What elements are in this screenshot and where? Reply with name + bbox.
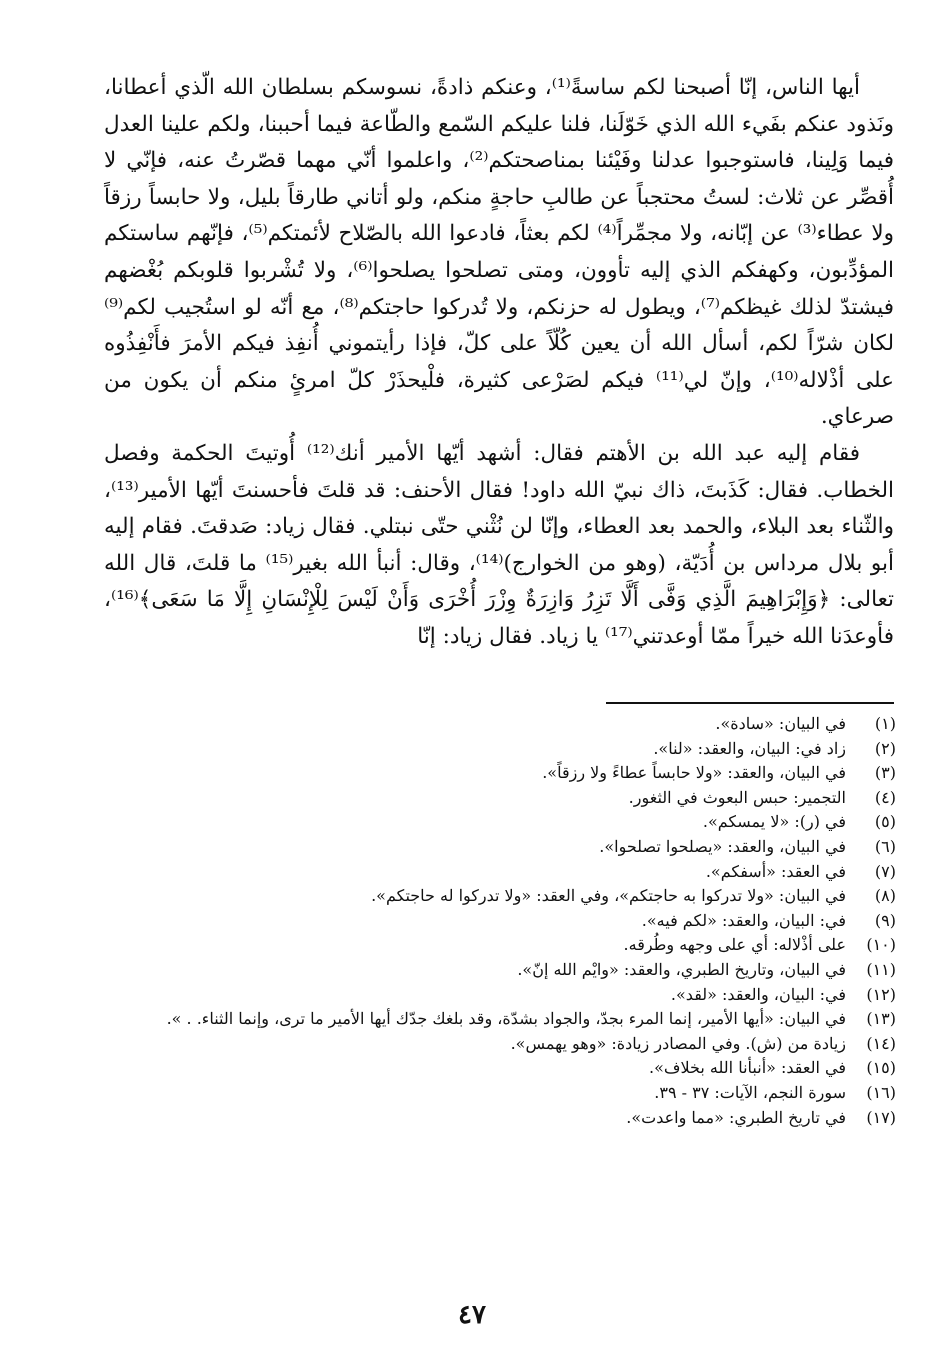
footnote [50, 958, 896, 983]
footnote [50, 1081, 896, 1106]
footnote-text: في (ر): «لا يمسكم». [702, 812, 846, 832]
footnote-text: في البيان: «سادة». [715, 714, 846, 733]
footnote-number: (٩) [874, 910, 896, 930]
footnote [50, 909, 896, 934]
footnote-text: زاد في: البيان، والعقد: «لنا». [653, 738, 846, 758]
footnote-text: سورة النجم، الآيات: ٣٧ - ٣٩. [654, 1082, 846, 1102]
footnote [50, 835, 896, 860]
footnote-number: (١٢) [866, 984, 896, 1004]
footnote-text: على أذْلاله: أي على وجهه وطُرقه. [623, 935, 846, 955]
page-number: ٤٧ [458, 1300, 486, 1330]
footnote-text: في البيان، وتاريخ الطبري، والعقد: «وايْم الله إنّ». [517, 959, 846, 979]
footnote-text: في البيان: «ولا تدركوا به حاجتكم»، وفي العقد: «ولا تدركوا له حاجتكم». [371, 886, 846, 906]
footnote-number: (٨) [874, 886, 896, 906]
footnote-number: (١١) [866, 959, 896, 979]
footnote-number: (٦) [874, 836, 896, 856]
footnote [50, 1007, 896, 1032]
footnote [50, 983, 896, 1008]
footnote-number: (١٧) [866, 1107, 896, 1127]
footnote-number: (٢) [874, 738, 896, 758]
footnote-text: في البيان: «أيها الأمير، إنما المرء بجدّ، والجواد بشدّة، وقد بلغك جدّك أيها الأمير ما ترى، وإنما الثناء. . ». [166, 1009, 846, 1029]
footnote-number: (٤) [874, 787, 896, 807]
footnote-text: التجمير: حبس البعوث في الثغور. [628, 787, 846, 807]
footnote-text: في العقد: «أسفكم». [705, 861, 846, 881]
footnote-number: (١٥) [866, 1058, 896, 1078]
footnote-number: (١) [874, 714, 896, 733]
footnotes [50, 712, 896, 1130]
footnote-number: (١٠) [866, 935, 896, 955]
footnote [50, 712, 896, 737]
footnote-number: (٥) [874, 812, 896, 832]
footnote-text: في البيان، والعقد: «ولا حابساً عطاءً ولا رزقاً». [542, 763, 846, 783]
footnote-number: (٧) [874, 861, 896, 881]
footnote [50, 860, 896, 885]
footnote-number: (١٦) [866, 1082, 896, 1102]
footnote-text: في: البيان، والعقد: «لقد». [670, 984, 846, 1004]
footnote [50, 933, 896, 958]
footnote-divider [606, 702, 894, 704]
footnote-text: زيادة من (ش). وفي المصادر زيادة: «وهو يهمس». [510, 1033, 846, 1053]
footnote [50, 884, 896, 909]
footnote-text: في تاريخ الطبري: «مما واعدت». [626, 1107, 846, 1127]
footnote [50, 1106, 896, 1131]
paragraph-responses: فقام إليه عبد الله بن الأهتم فقال: أشهد أيّها الأمير أنك⁽¹²⁾ أُوتيتَ الحكمة وفصل الخطاب. فقال: كَذَبتَ، ذاك نبيّ الله داود! فقال الأحنف: قد قلتَ فأحسنتَ أيّها الأمير⁽¹³⁾، والثّناء بعد البلاء، والحمد بعد العطاء، وإنّا لن نُثْني حتّى نبتلي. فقال زياد: صَدقتَ. فقام إليه أبو بلال مرداس بن أُدَيّة، (وهو من الخوارج)⁽¹⁴⁾، وقال: أنبأ الله بغير⁽¹⁵⁾ ما قلتَ، قال الله تعالى: ﴿وَإِبْرَاهِيمَ الَّذِي وَفَّى أَلَّا تَزِرُ وَازِرَةٌ وِزْرَ أُخْرَى وَأَنْ لَيْسَ لِلْإِنْسَانِ إِلَّا مَا سَعَى﴾⁽¹⁶⁾، فأوعدَنا الله خيراً ممّا أوعدتني⁽¹⁷⁾ يا زياد. فقال زياد: إنّا [104, 440, 894, 649]
footnote-number: (١٣) [866, 1009, 896, 1029]
footnote-text: في العقد: «أنبأنا الله بخلاف». [649, 1058, 846, 1078]
footnote [50, 786, 896, 811]
footnote-text: في البيان، والعقد: «يصلحوا تصلحوا». [599, 836, 846, 856]
footnote-number: (٣) [874, 763, 896, 783]
paragraph-speech: أيها الناس، إنّا أصبحنا لكم ساسةً⁽¹⁾، وعنكم ذادةً، نسوسكم بسلطان الله الّذي أعطانا، ونَذود عنكم بفَيء الله الذي خَوّلَنا، فلنا عليكم السّمع والطّاعة فيما أحببنا، ولكم علينا العدل فيما وَلِينا، فاستوجبوا عدلنا وفَيْئنا بمناصحتكم⁽²⁾، واعلموا أنّي مهما قصّرتُ عنه، فإنّي لا أُقصِّر عن ثلاث: لستُ محتجباً عن طالبِ حاجةٍ منكم، ولو أتاني طارقاً بليل، ولا حابساً رزقاً ولا عطاء⁽³⁾ عن إبّانه، ولا مجمِّراً⁽⁴⁾ لكم بعثاً، فادعوا الله بالصّلاح لأئمتكم⁽⁵⁾، فإنّهم ساستكم المؤدِّبون، وكهفكم الذي إليه تأوون، ومتى تصلحوا يصلحوا⁽⁶⁾، ولا تُشْربوا قلوبكم بُغْضهم فيشتدّ لذلك غيظكم⁽⁷⁾، ويطول له حزنكم، ولا تُدركوا حاجتكم⁽⁸⁾، مع أنّه لو استُجيب لكم⁽⁹⁾ لكان شرّاً لكم، أسأل الله أن يعين كُلّاً على كلّ، فإذا رأيتموني أُنفِذ فيكم الأمرَ فأَنْفِذُوه على أذْلاله⁽¹⁰⁾، وإنّ لي⁽¹¹⁾ فيكم لصَرْعى كثيرة، فلْيحذَرْ كلّ امرئٍ منكم أن يكون من صرعاي. [104, 75, 894, 430]
footnote [50, 737, 896, 762]
footnote [50, 810, 896, 835]
footnote-number: (١٤) [866, 1033, 896, 1053]
footnote [50, 1056, 896, 1081]
main-text [104, 70, 894, 656]
footnote [50, 761, 896, 786]
footnote [50, 1032, 896, 1057]
footnote-text: في: البيان، والعقد: «لكم فيه». [641, 910, 846, 930]
